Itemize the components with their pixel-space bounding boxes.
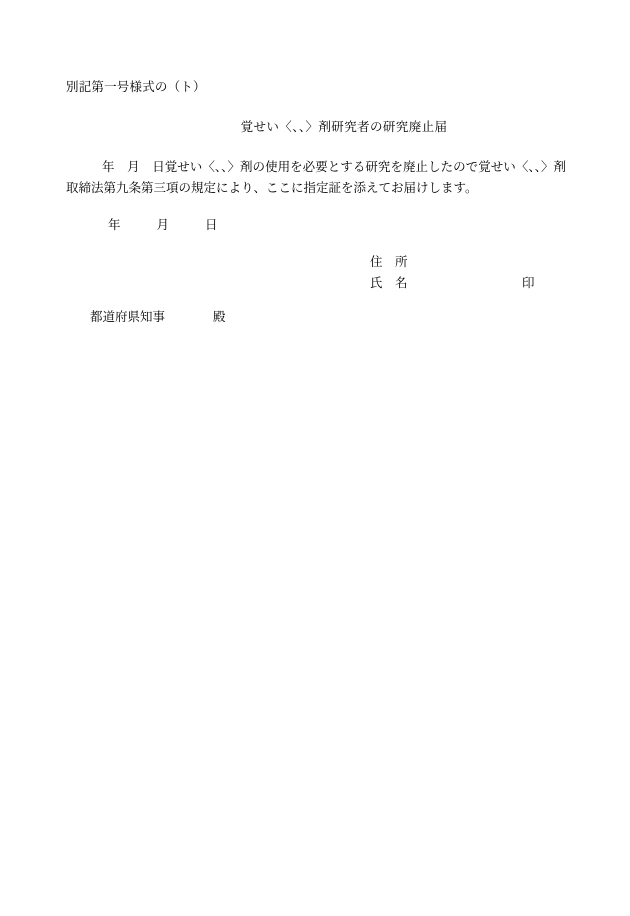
date-year-label: 年 [108,218,121,232]
date-entry-line [66,215,218,233]
date-month-label: 月 [156,218,170,232]
signature-block [370,252,570,294]
body-paragraph [66,157,566,199]
addressee-honorific: 殿 [213,310,226,324]
form-number: 別記第一号様式の（ト） [66,80,206,94]
document-title: 覚せい〈、、〉剤研究者の研究廃止届 [240,120,448,134]
seal-mark: 印 [522,276,535,290]
address-label: 住 所 [370,255,408,269]
addressee-line [66,307,226,325]
name-row [370,273,570,294]
date-day-label: 日 [205,218,218,232]
body-text: 年 月 日覚せい〈、、〉剤の使用を必要とする研究を廃止したので覚せい〈、、〉剤取締法第九条第三項の規定により、ここに指定証を添えてお届けします。 [66,160,566,195]
address-row [370,252,570,273]
name-label: 氏 名 [370,276,408,290]
addressee-title: 都道府県知事 [90,310,166,324]
